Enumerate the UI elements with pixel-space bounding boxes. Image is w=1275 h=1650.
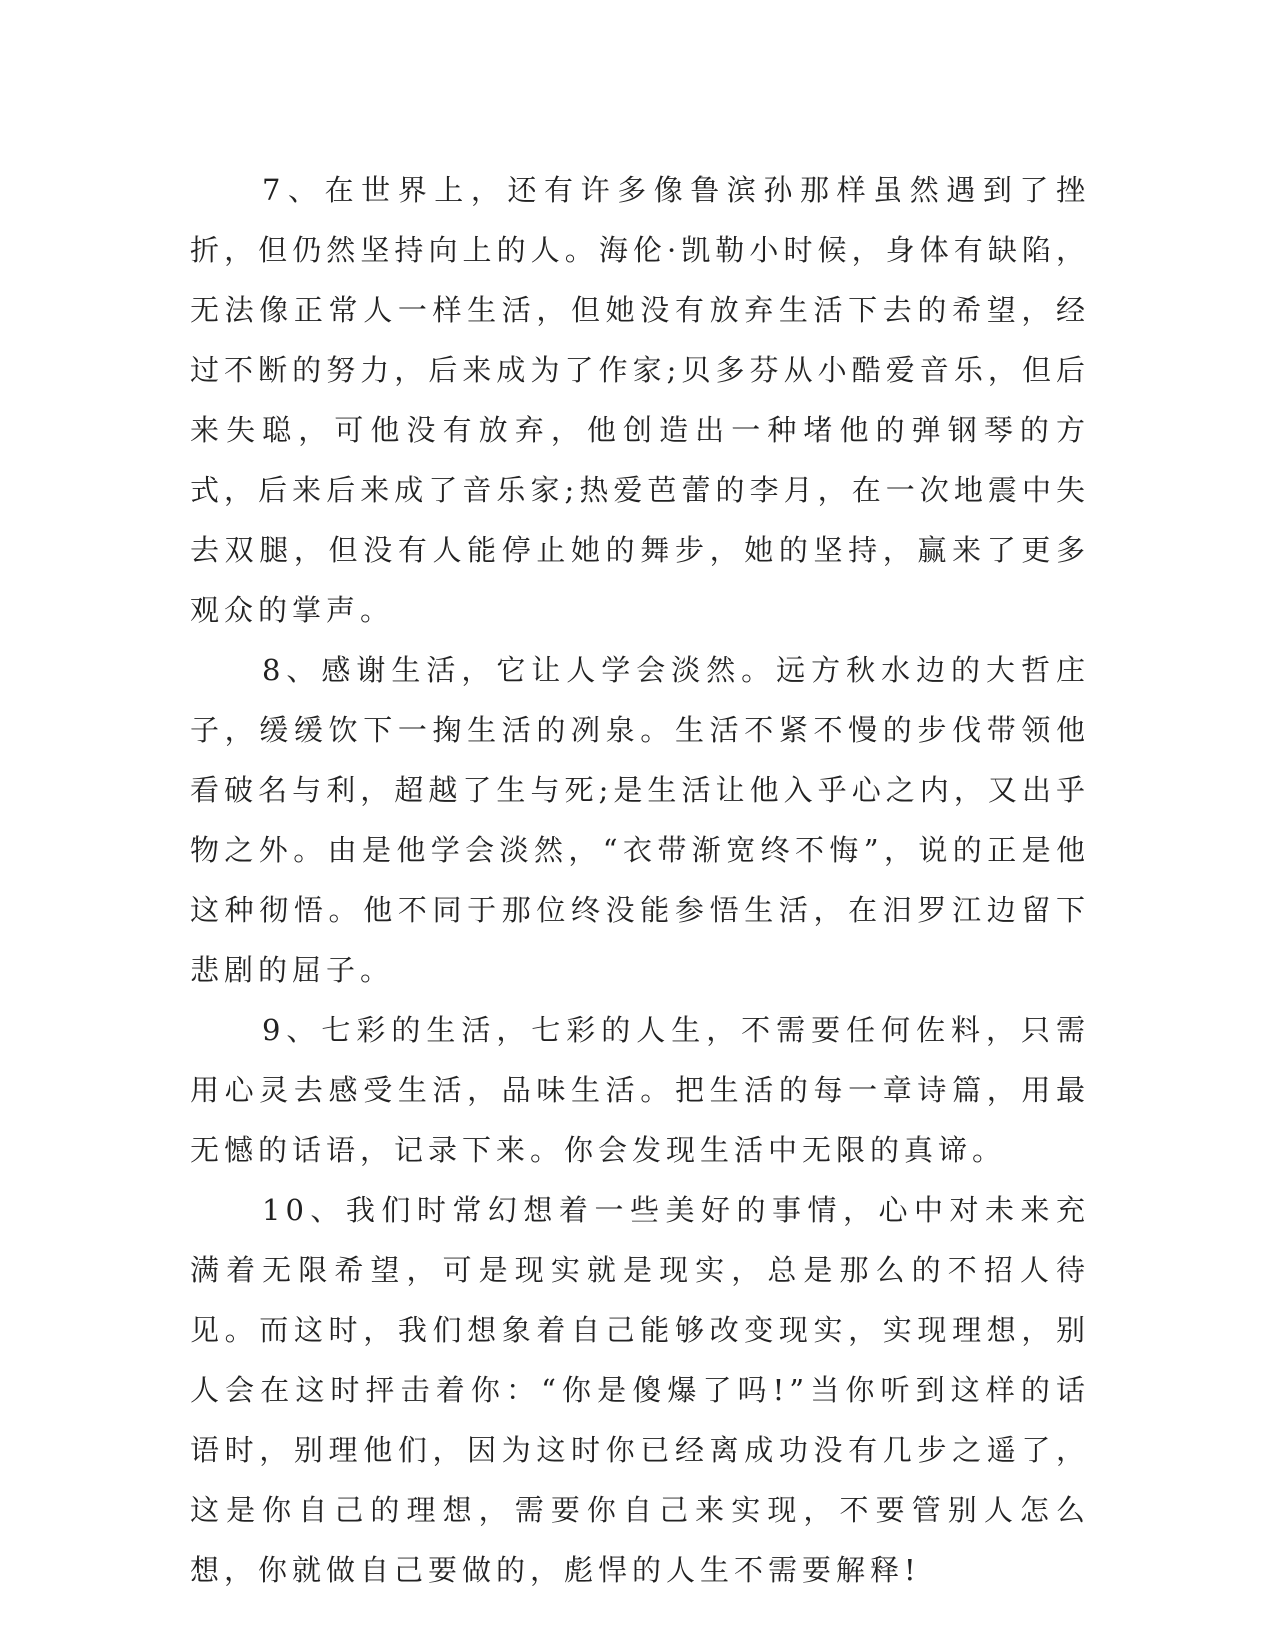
document-body xyxy=(190,160,1090,1600)
paragraph-8: 8、感谢生活，它让人学会淡然。远方秋水边的大哲庄子，缓缓饮下一掬生活的冽泉。生活不紧不慢的步伐带领他看破名与利，超越了生与死;是生活让他入乎心之内，又出乎物之外。由是他学会淡然，“衣带渐宽终不悔”，说的正是他这种彻悟。他不同于那位终没能参悟生活，在汨罗江边留下悲剧的屈子。 xyxy=(190,653,1090,987)
paragraph-7: 7、在世界上，还有许多像鲁滨孙那样虽然遇到了挫折，但仍然坚持向上的人。海伦·凯勒小时候，身体有缺陷，无法像正常人一样生活，但她没有放弃生活下去的希望，经过不断的努力，后来成为了作家;贝多芬从小酷爱音乐，但后来失聪，可他没有放弃，他创造出一种堵他的弹钢琴的方式，后来后来成了音乐家;热爱芭蕾的李月，在一次地震中失去双腿，但没有人能停止她的舞步，她的坚持，赢来了更多观众的掌声。 xyxy=(190,173,1090,627)
paragraph-9: 9、七彩的生活，七彩的人生，不需要任何佐料，只需用心灵去感受生活，品味生活。把生活的每一章诗篇，用最无憾的话语，记录下来。你会发现生活中无限的真谛。 xyxy=(190,1013,1090,1167)
paragraph-10: 10、我们时常幻想着一些美好的事情，心中对未来充满着无限希望，可是现实就是现实，总是那么的不招人待见。而这时，我们想象着自己能够改变现实，实现理想，别人会在这时抨击着你：“你是傻爆了吗!”当你听到这样的话语时，别理他们，因为这时你已经离成功没有几步之遥了，这是你自己的理想，需要你自己来实现，不要管别人怎么想，你就做自己要做的，彪悍的人生不需要解释! xyxy=(190,1193,1090,1587)
